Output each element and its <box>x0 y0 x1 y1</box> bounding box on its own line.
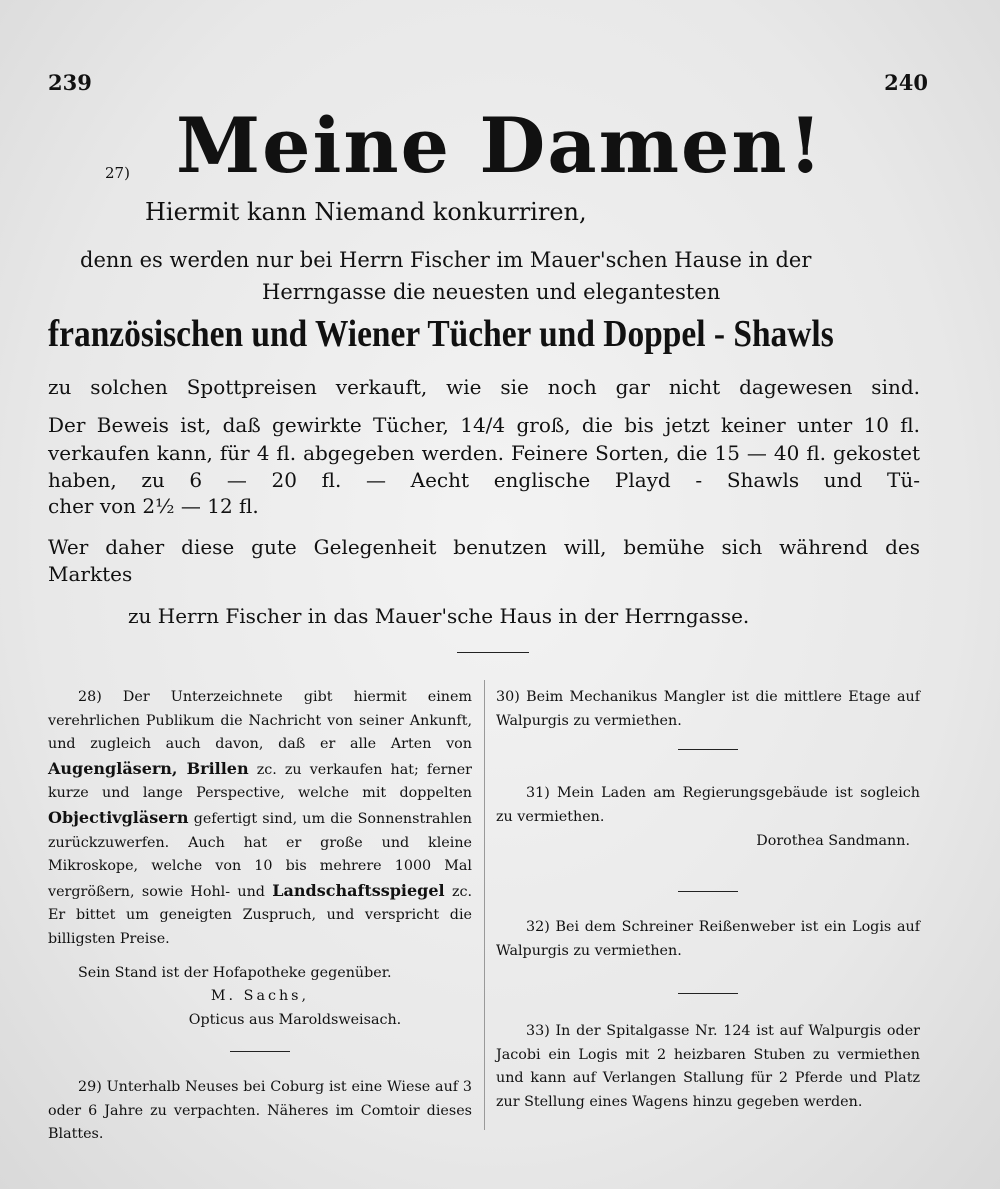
ad28-bold-c: Landschaftsspiegel <box>272 880 445 900</box>
ad-number-27: 27) <box>105 164 130 182</box>
ad28-bold-b: Objectivgläsern <box>48 807 189 827</box>
ad27-para3: Wer daher diese gute Gelegenheit benutzen will, bemühe sich während des <box>48 535 920 559</box>
ad28-text-b: zc. zu verkaufen hat; ferner kurze und lange Perspective, welche mit doppelten <box>48 761 472 802</box>
ad27-para1: zu solchen Spottpreisen verkauft, wie sie noch gar nicht dagewesen sind. <box>48 375 920 399</box>
ad28-role: Opticus aus Maroldsweisach. <box>188 1011 402 1028</box>
column-divider <box>484 680 485 1130</box>
ad31-signature: Dorothea Sandmann. <box>756 833 910 849</box>
section-divider <box>457 652 529 653</box>
page-number-left: 239 <box>48 70 92 95</box>
ad27-line1: Hiermit kann Niemand konkurriren, <box>145 198 587 226</box>
ad28-text-c: gefertigt sind, um die Sonnenstrahlen zurückzuwerfen. Auch hat er große und kleine Mikroskope, welche von 10 bis mehrere 1000 Mal vergrößern, sowie Hohl- und <box>48 810 473 900</box>
ad28-text <box>48 686 472 952</box>
ad29-text: 29) Unterhalb Neuses bei Coburg ist eine Wiese auf 3 oder 6 Jahre zu verpachten. Näheres im Comtoir dieses Blattes. <box>48 1078 472 1143</box>
ad32-text: 32) Bei dem Schreiner Reißenweber ist ein Logis auf Walpurgis zu vermiethen. <box>496 919 920 959</box>
ad-title: Meine Damen! <box>176 101 824 190</box>
page-number-right: 240 <box>884 70 928 95</box>
ad28-bold-a: Augengläsern, Brillen <box>48 758 249 778</box>
ad28-rule <box>230 1051 290 1052</box>
ad27-line3: Herrngasse die neuesten und elegantesten <box>262 280 721 304</box>
ad33-text: 33) In der Spitalgasse Nr. 124 ist auf Walpurgis oder Jacobi ein Logis mit 2 heizbaren Stuben zu vermiethen und kann auf Verlangen Stallung für 2 Pferde und Platz zur Stellung eines Wagens hinzu gegeben werden. <box>496 1023 920 1110</box>
ad30-rule <box>678 749 738 750</box>
ad28-stand: Sein Stand ist der Hofapotheke gegenüber. <box>78 964 392 981</box>
ad27-para2-last: cher von 2½ — 12 fl. <box>48 494 259 518</box>
ad31-rule <box>678 891 738 892</box>
ad31-text: 31) Mein Laden am Regierungsgebäude ist sogleich zu vermiethen. <box>496 785 920 825</box>
ad30-text: 30) Beim Mechanikus Mangler ist die mittlere Etage auf Walpurgis zu vermiethen. <box>496 689 920 729</box>
left-column <box>48 686 472 1147</box>
ad27-headline: französischen und Wiener Tücher und Doppel - Shawls <box>48 313 834 355</box>
ad28-text-a: 28) Der Unterzeichnete gibt hiermit einem verehrlichen Publikum die Nachricht von seiner Ankunft, und zugleich auch davon, daß er alle Arten von <box>48 689 472 753</box>
ad27-para4: zu Herrn Fischer in das Mauer'sche Haus in der Herrngasse. <box>128 604 750 628</box>
ad32-rule <box>678 993 738 994</box>
ad27-line2: denn es werden nur bei Herrn Fischer im Mauer'schen Hause in der <box>80 248 812 272</box>
ad27-para3-last: Marktes <box>48 562 133 586</box>
ad27-para2: Der Beweis ist, daß gewirkte Tücher, 14/4 groß, die bis jetzt keiner unter 10 fl. verkaufen kann, für 4 fl. abgegeben werden. Feinere Sorten, die 15 — 40 fl. gekostet haben, zu 6 — 20 fl. — Aecht englische Playd - Shawls und Tü- <box>48 413 920 492</box>
ad28-name: M. Sachs, <box>210 988 310 1005</box>
ad28-text-d: zc. Er bittet um geneigten Zuspruch, und verspricht die billigsten Preise. <box>48 883 473 947</box>
